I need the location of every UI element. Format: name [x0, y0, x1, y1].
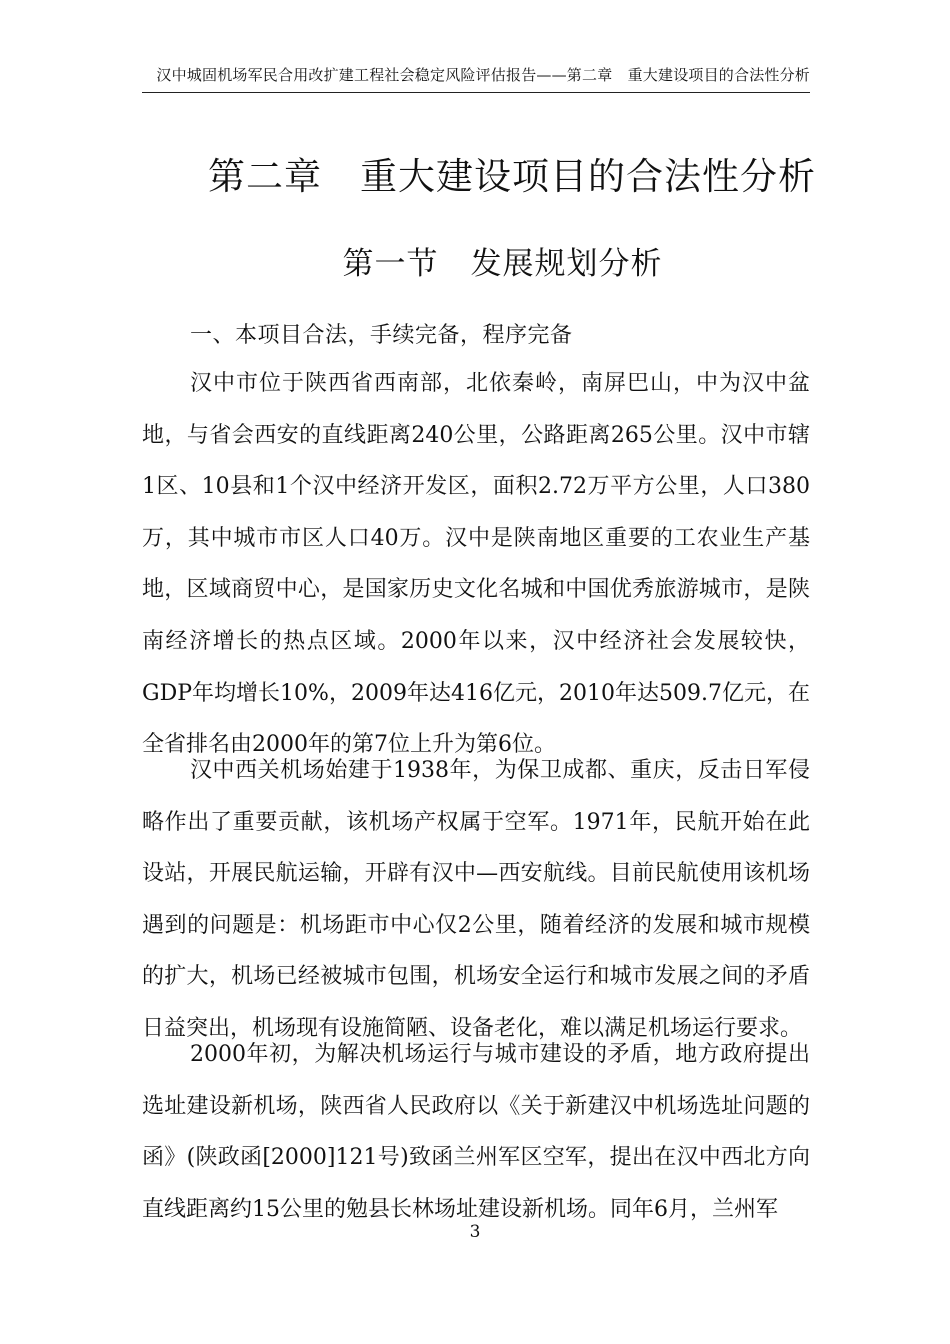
body-paragraph-2: 汉中西关机场始建于1938年，为保卫成都、重庆，反击日军侵略作出了重要贡献，该机场产权属于空军。1971年，民航开始在此设站，开展民航运输，开辟有汉中—西安航线。目前民航使用该机场遇到的问题是：机场距市中心仅2公里，随着经济的发展和城市规模的扩大，机场已经被城市包围，机场安全运行和城市发展之间的矛盾日益突出，机场现有设施简陋、设备老化，难以满足机场运行要求。	[142, 758, 810, 1041]
chapter-title: 第二章 重大建设项目的合法性分析	[208, 155, 816, 198]
page-number: 3	[469, 1222, 481, 1242]
section-title: 第一节 发展规划分析	[342, 246, 663, 282]
subheading: 一、本项目合法，手续完备，程序完备	[190, 323, 573, 348]
body-paragraph-3: 2000年初，为解决机场运行与城市建设的矛盾，地方政府提出选址建设新机场，陕西省人民政府以《关于新建汉中机场选址问题的函》(陕政函[2000]121号)致函兰州军区空军，提出在汉中西北方向直线距离约15公里的勉县长林场址建设新机场。同年6月，兰州军	[142, 1042, 810, 1222]
header-divider	[142, 92, 810, 93]
running-header: 汉中城固机场军民合用改扩建工程社会稳定风险评估报告——第二章 重大建设项目的合法性分析	[156, 66, 810, 84]
body-paragraph-1: 汉中市位于陕西省西南部，北依秦岭，南屏巴山，中为汉中盆地，与省会西安的直线距离240公里，公路距离265公里。汉中市辖1区、10县和1个汉中经济开发区，面积2.72万平方公里，人口380万，其中城市市区人口40万。汉中是陕南地区重要的工农业生产基地，区域商贸中心，是国家历史文化名城和中国优秀旅游城市，是陕南经济增长的热点区域。2000年以来，汉中经济社会发展较快，GDP年均增长10%，2009年达416亿元，2010年达509.7亿元，在全省排名由2000年的第7位上升为第6位。	[142, 371, 810, 758]
